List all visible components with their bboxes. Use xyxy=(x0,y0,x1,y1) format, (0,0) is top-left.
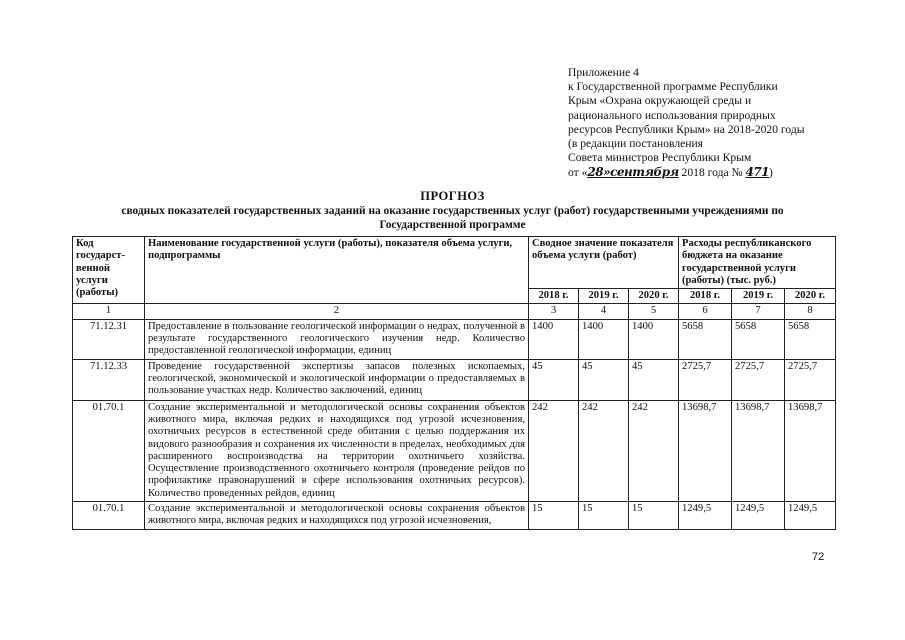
volume-2019: 15 xyxy=(579,502,629,530)
column-number: 3 xyxy=(529,304,579,319)
expense-2019: 5658 xyxy=(732,319,785,359)
date-prefix: от « xyxy=(568,166,588,180)
table-row xyxy=(73,400,836,501)
appendix-line: рационального использования природных xyxy=(568,108,776,122)
expense-2018: 1249,5 xyxy=(679,502,732,530)
header-name: Наименование государственной услуги (работы), показателя объема услуги, подпрограммы xyxy=(145,237,529,304)
expense-2020: 13698,7 xyxy=(785,400,836,501)
expense-2018: 2725,7 xyxy=(679,359,732,400)
column-number: 5 xyxy=(629,304,679,319)
column-number: 4 xyxy=(579,304,629,319)
column-number: 2 xyxy=(145,304,529,319)
header-expenses: Расходы республиканского бюджета на оказание государственной услуги (работы) (тыс. руб.) xyxy=(679,237,836,289)
column-number: 6 xyxy=(679,304,732,319)
expense-2019: 2725,7 xyxy=(732,359,785,400)
appendix-line: к Государственной программе Республики xyxy=(568,80,778,94)
column-number: 7 xyxy=(732,304,785,319)
expense-2018: 5658 xyxy=(679,319,732,359)
expense-2020: 5658 xyxy=(785,319,836,359)
expense-2019: 1249,5 xyxy=(732,502,785,530)
date-middle: 2018 года № xyxy=(678,166,746,180)
handwritten-number: 471 xyxy=(745,165,770,180)
expense-2018: 13698,7 xyxy=(679,400,732,501)
resolution-date-line xyxy=(568,165,868,180)
expense-2019: 13698,7 xyxy=(732,400,785,501)
volume-2018: 1400 xyxy=(529,319,579,359)
volume-2020: 45 xyxy=(629,359,679,400)
year-header: 2019 г. xyxy=(579,289,629,304)
volume-2020: 1400 xyxy=(629,319,679,359)
year-header: 2020 г. xyxy=(629,289,679,304)
column-number-row xyxy=(73,304,836,319)
year-header: 2018 г. xyxy=(679,289,732,304)
appendix-line: ресурсов Республики Крым» на 2018-2020 годы xyxy=(568,122,805,136)
row-description: Создание экспериментальной и методологической основы сохранения объектов животного мира, включая редких и находящихся под угрозой исчезновения, охотничьих ресурсов в естественной среде обитания с целью поддержания их видового разнообразия и сохранения их численности в пределах, необходимых для расширенного воспроизводства на территории охотничьего хозяйства. Осуществление производственного охотничьего контроля (проведение рейдов по профилактике правонарушений в сфере использования охотничьих ресурсов). Количество проведенных рейдов, единиц xyxy=(145,400,529,501)
row-code: 71.12.33 xyxy=(73,359,145,400)
year-header: 2019 г. xyxy=(732,289,785,304)
volume-2018: 242 xyxy=(529,400,579,501)
header-volume: Сводное значение показателя объема услуги (работ) xyxy=(529,237,679,289)
volume-2018: 15 xyxy=(529,502,579,530)
row-code: 71.12.31 xyxy=(73,319,145,359)
document-title: ПРОГНОЗ xyxy=(420,189,485,203)
expense-2020: 1249,5 xyxy=(785,502,836,530)
appendix-line: Приложение 4 xyxy=(568,66,639,79)
forecast-table xyxy=(72,236,836,530)
volume-2018: 45 xyxy=(529,359,579,400)
table-row xyxy=(73,319,836,359)
column-number: 1 xyxy=(73,304,145,319)
appendix-block xyxy=(568,66,868,181)
row-description: Создание экспериментальной и методологической основы сохранения объектов животного мира, включая редких и находящихся под угрозой исчезновения, xyxy=(145,502,529,530)
header-row xyxy=(73,237,836,289)
volume-2019: 45 xyxy=(579,359,629,400)
appendix-line: Совета министров Республики Крым xyxy=(568,151,752,165)
expense-2020: 2725,7 xyxy=(785,359,836,400)
row-code: 01.70.1 xyxy=(73,502,145,530)
date-suffix: ) xyxy=(769,166,773,180)
handwritten-date: 28»сентября xyxy=(587,165,679,180)
row-code: 01.70.1 xyxy=(73,400,145,501)
header-code: Код государст-венной услуги (работы) xyxy=(73,237,145,304)
appendix-line: Крым «Охрана окружающей среды и xyxy=(568,94,752,108)
page-number: 72 xyxy=(812,551,825,563)
document-subtitle: сводных показателей государственных заданий на оказание государственных услуг (работ) государственными учреждениями по Государственной программе xyxy=(121,205,784,231)
table-row xyxy=(73,359,836,400)
table-row xyxy=(73,502,836,530)
year-header: 2020 г. xyxy=(785,289,836,304)
column-number: 8 xyxy=(785,304,836,319)
year-header: 2018 г. xyxy=(529,289,579,304)
row-description: Проведение государственной экспертизы запасов полезных ископаемых, геологической, экономической и экологической информации о предоставляемых в пользование участках недр. Количество заключений, единиц xyxy=(145,359,529,400)
volume-2020: 242 xyxy=(629,400,679,501)
volume-2019: 1400 xyxy=(579,319,629,359)
appendix-line: (в редакции постановления xyxy=(568,137,703,151)
volume-2020: 15 xyxy=(629,502,679,530)
row-description: Предоставление в пользование геологической информации о недрах, полученной в результате государственного геологического изучения недр. Количество предоставленной геологической информации, единиц xyxy=(145,319,529,359)
volume-2019: 242 xyxy=(579,400,629,501)
